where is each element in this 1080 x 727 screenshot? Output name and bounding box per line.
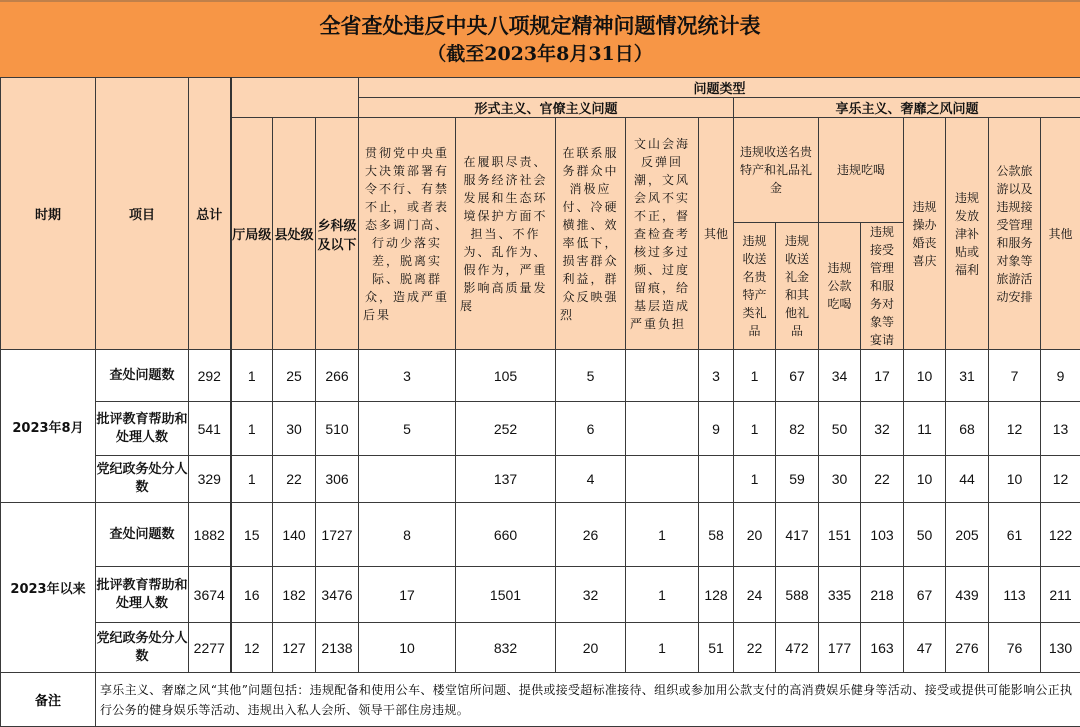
table-row (1, 567, 1080, 623)
cell: 832 (456, 623, 556, 673)
cell: 1 (626, 503, 699, 567)
cell: 588 (776, 567, 819, 623)
header-formalism-col-4: 文山会海反弹回潮，文风会风不实不正，督查检查考核过多过频、过度留痕，给基层造成严重负担 (626, 118, 699, 350)
cell-total: 292 (189, 350, 231, 402)
cell: 1501 (456, 567, 556, 623)
period-label: 2023年以来 (1, 503, 96, 673)
header-gift-col-1: 违规收送名贵特产类礼品 (734, 223, 776, 350)
table-row (1, 503, 1080, 567)
cell: 13 (1041, 402, 1080, 456)
header-hedonism-other: 其他 (1041, 118, 1080, 350)
cell: 34 (819, 350, 861, 402)
cell: 1 (231, 350, 273, 402)
header-item: 项目 (96, 78, 189, 350)
header-hedonism-group: 享乐主义、奢靡之风问题 (734, 98, 1080, 118)
cell: 1 (734, 402, 776, 456)
cell (699, 456, 734, 503)
header-formalism-group: 形式主义、官僚主义问题 (359, 98, 734, 118)
cell: 25 (273, 350, 316, 402)
header-formalism-col-3: 在联系服务群众中消极应付、冷硬横推、效率低下，损害群众利益，群众反映强烈 (556, 118, 626, 350)
cell: 12 (989, 402, 1041, 456)
row-item: 党纪政务处分人数 (96, 623, 189, 673)
cell: 128 (699, 567, 734, 623)
header-dining-group: 违规吃喝 (819, 118, 904, 223)
cell: 30 (273, 402, 316, 456)
cell: 5 (556, 350, 626, 402)
cell: 8 (359, 503, 456, 567)
cell: 163 (861, 623, 904, 673)
cell: 103 (861, 503, 904, 567)
cell: 9 (1041, 350, 1080, 402)
cell: 47 (904, 623, 946, 673)
cell: 10 (359, 623, 456, 673)
header-problem-type: 问题类型 (359, 78, 1080, 98)
header-travel: 公款旅游以及违规接受管理和服务对象等旅游活动安排 (989, 118, 1041, 350)
note-row (1, 673, 1080, 727)
row-item: 批评教育帮助和处理人数 (96, 567, 189, 623)
table-subtitle: （截至2023年8月31日） (427, 40, 653, 68)
cell: 67 (904, 567, 946, 623)
cell: 1 (734, 350, 776, 402)
row-item: 党纪政务处分人数 (96, 456, 189, 503)
cell: 6 (556, 402, 626, 456)
header-level-ting: 厅局级 (231, 118, 273, 350)
row-item: 查处问题数 (96, 350, 189, 402)
cell: 306 (316, 456, 359, 503)
cell-total: 329 (189, 456, 231, 503)
header-dining-col-1: 违规公款吃喝 (819, 223, 861, 350)
cell (359, 456, 456, 503)
cell: 16 (231, 567, 273, 623)
cell: 105 (456, 350, 556, 402)
cell: 20 (734, 503, 776, 567)
cell: 3 (699, 350, 734, 402)
cell: 3476 (316, 567, 359, 623)
cell: 510 (316, 402, 359, 456)
cell: 137 (456, 456, 556, 503)
cell: 12 (1041, 456, 1080, 503)
cell: 51 (699, 623, 734, 673)
cell: 17 (359, 567, 456, 623)
cell: 26 (556, 503, 626, 567)
cell: 61 (989, 503, 1041, 567)
cell: 1 (626, 623, 699, 673)
header-formalism-other: 其他 (699, 118, 734, 350)
cell: 1 (231, 456, 273, 503)
cell-total: 2277 (189, 623, 231, 673)
row-item: 批评教育帮助和处理人数 (96, 402, 189, 456)
cell: 76 (989, 623, 1041, 673)
period-label: 2023年8月 (1, 350, 96, 503)
header-period: 时期 (1, 78, 96, 350)
table-row (1, 623, 1080, 673)
header-subsidy: 违规发放津补贴或福利 (946, 118, 989, 350)
cell (626, 456, 699, 503)
cell: 22 (861, 456, 904, 503)
header-level-group (231, 78, 359, 118)
cell: 32 (556, 567, 626, 623)
cell (626, 350, 699, 402)
statistics-table (0, 77, 1080, 727)
header-formalism-col-2: 在履职尽责、服务经济社会发展和生态环境保护方面不担当、不作为、乱作为、假作为，严重影响高质量发展 (456, 118, 556, 350)
cell: 50 (904, 503, 946, 567)
cell: 218 (861, 567, 904, 623)
cell: 30 (819, 456, 861, 503)
cell: 11 (904, 402, 946, 456)
cell: 4 (556, 456, 626, 503)
cell: 439 (946, 567, 989, 623)
cell: 50 (819, 402, 861, 456)
cell: 122 (1041, 503, 1080, 567)
header-level-xiang: 乡科级及以下 (316, 118, 359, 350)
table-row (1, 350, 1080, 402)
cell: 7 (989, 350, 1041, 402)
cell: 44 (946, 456, 989, 503)
cell: 130 (1041, 623, 1080, 673)
cell: 266 (316, 350, 359, 402)
table-title-band (0, 0, 1080, 77)
cell: 472 (776, 623, 819, 673)
cell: 20 (556, 623, 626, 673)
cell: 58 (699, 503, 734, 567)
table-row (1, 456, 1080, 503)
cell: 68 (946, 402, 989, 456)
cell: 9 (699, 402, 734, 456)
cell: 113 (989, 567, 1041, 623)
table-title: 全省查处违反中央八项规定精神问题情况统计表 (320, 12, 761, 40)
cell: 10 (904, 456, 946, 503)
cell: 1 (734, 456, 776, 503)
header-formalism-col-1: 贯彻党中央重大决策部署有令不行、有禁不止，或者表态多调门高、行动少落实差，脱离实际、脱离群众，造成严重后果 (359, 118, 456, 350)
cell: 17 (861, 350, 904, 402)
header-gift-group: 违规收送名贵特产和礼品礼金 (734, 118, 819, 223)
cell: 67 (776, 350, 819, 402)
cell: 182 (273, 567, 316, 623)
cell: 5 (359, 402, 456, 456)
cell: 82 (776, 402, 819, 456)
cell: 1 (231, 402, 273, 456)
cell: 2138 (316, 623, 359, 673)
cell: 59 (776, 456, 819, 503)
cell-total: 541 (189, 402, 231, 456)
cell: 211 (1041, 567, 1080, 623)
header-total: 总计 (189, 78, 231, 350)
header-wedding: 违规操办婚丧喜庆 (904, 118, 946, 350)
header-gift-col-2: 违规收送礼金和其他礼品 (776, 223, 819, 350)
note-text: 享乐主义、奢靡之风“其他”问题包括：违规配备和使用公车、楼堂馆所问题、提供或接受超标准接待、组织或参加用公款支付的高消费娱乐健身等活动、接受或提供可能影响公正执行公务的健身娱乐等活动、违规出入私人会所、领导干部住房违规。 (96, 673, 1080, 727)
cell: 1 (626, 567, 699, 623)
header-level-xian: 县处级 (273, 118, 316, 350)
cell: 417 (776, 503, 819, 567)
cell: 276 (946, 623, 989, 673)
cell: 31 (946, 350, 989, 402)
cell: 252 (456, 402, 556, 456)
note-label: 备注 (1, 673, 96, 727)
header-dining-col-2: 违规接受管理和服务对象等宴请 (861, 223, 904, 350)
cell (626, 402, 699, 456)
table-row (1, 402, 1080, 456)
cell: 335 (819, 567, 861, 623)
cell: 10 (904, 350, 946, 402)
cell: 15 (231, 503, 273, 567)
cell: 127 (273, 623, 316, 673)
cell: 24 (734, 567, 776, 623)
cell: 205 (946, 503, 989, 567)
cell: 140 (273, 503, 316, 567)
cell: 12 (231, 623, 273, 673)
cell: 3 (359, 350, 456, 402)
cell: 660 (456, 503, 556, 567)
row-item: 查处问题数 (96, 503, 189, 567)
cell: 177 (819, 623, 861, 673)
cell-total: 1882 (189, 503, 231, 567)
cell: 22 (734, 623, 776, 673)
cell: 22 (273, 456, 316, 503)
cell-total: 3674 (189, 567, 231, 623)
cell: 151 (819, 503, 861, 567)
cell: 32 (861, 402, 904, 456)
cell: 10 (989, 456, 1041, 503)
cell: 1727 (316, 503, 359, 567)
